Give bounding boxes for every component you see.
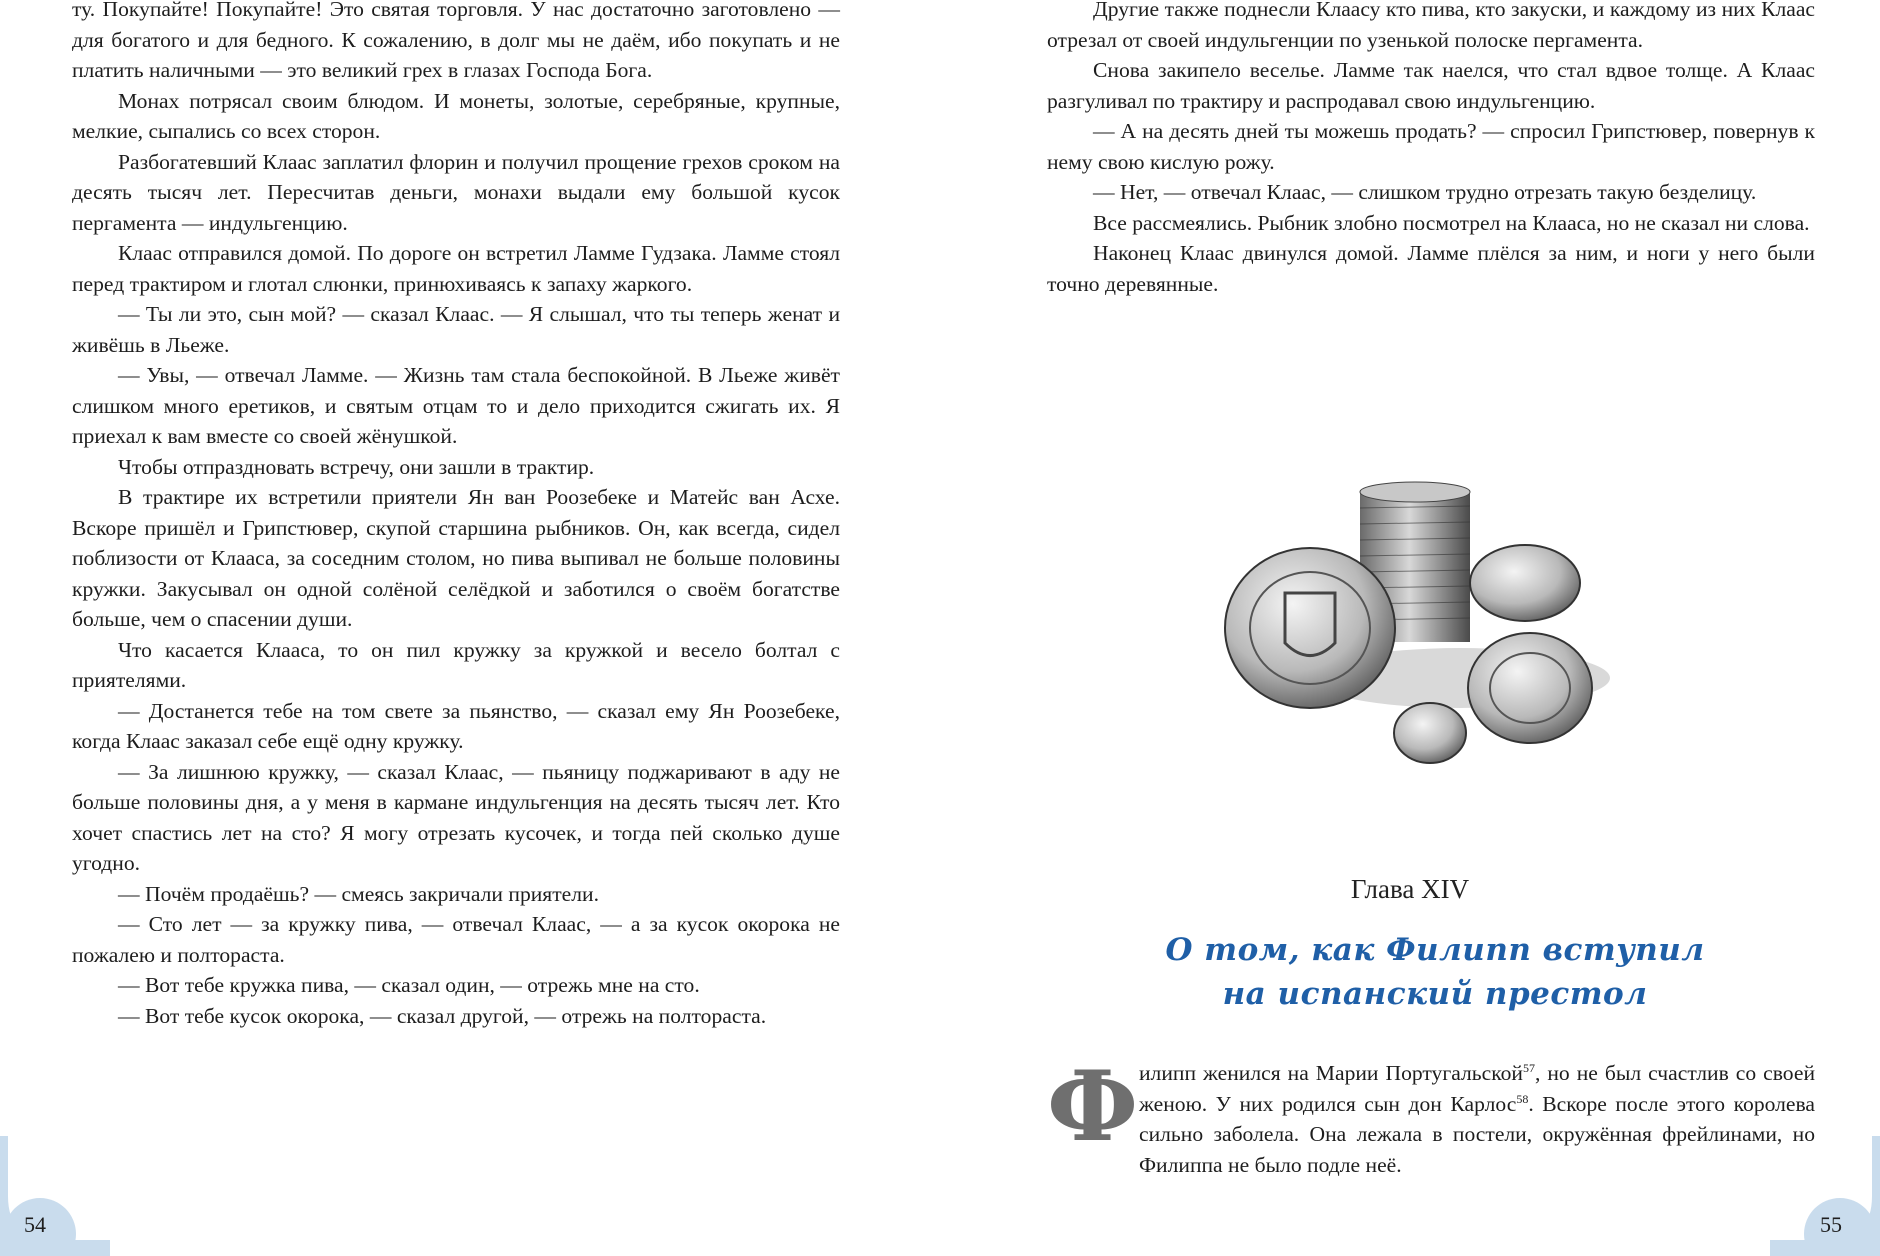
- footnote-ref[interactable]: 57: [1522, 1060, 1535, 1075]
- paragraph: [1047, 1050, 1816, 1180]
- paragraph: — Сто лет — за кружку пива, — отвечал Клаас, — а за кусок окорока не пожалею и полтораста.: [72, 912, 840, 967]
- page-corner-ornament: [0, 1136, 110, 1256]
- paragraph: Чтобы отпраздновать встречу, они зашли в трактир.: [118, 454, 595, 479]
- page-number: 54: [24, 1212, 46, 1237]
- paragraph: Все рассмеялись. Рыбник злобно посмотрел на Клааса, но не сказал ни слова.: [1093, 210, 1810, 235]
- drop-cap: Ф: [1047, 1050, 1139, 1163]
- left-text-column: [72, 0, 840, 1031]
- text-run: . Вскоре после этого королева сильно заболела. Она лежала в постели, окружённая фрейлинами, но Филиппа не было подле неё.: [1139, 1091, 1815, 1177]
- right-text-column: [1047, 0, 1815, 299]
- chapter-title-line: на испанский престол: [1222, 976, 1648, 1012]
- paragraph: В трактире их встретили приятели Ян ван Роозебеке и Матейс ван Асхе. Вскоре пришёл и Грипстювер, скупой старшина рыбников. Он, как всегда, сидел поблизости от Клааса, за соседним столом, но пива выпивал не больше половины кружки. Закусывал он одной солёной селёдкой и заботился о своём богатстве больше, чем о спасении души.: [72, 485, 840, 631]
- paragraph: Монах потрясал своим блюдом. И монеты, золотые, серебряные, крупные, мелкие, сыпались со всех сторон.: [72, 88, 840, 143]
- paragraph: — А на десять дней ты можешь продать? — спросил Грипстювер, повернув к нему свою кислую рожу.: [1047, 119, 1815, 174]
- paragraph: Клаас отправился домой. По дороге он встретил Ламме Гудзака. Ламме стоял перед трактиром и глотал слюнки, принюхиваясь к запаху жаркого.: [72, 241, 840, 296]
- chapter-title-line: О том, как Филипп вступил: [1165, 932, 1705, 968]
- text-run: , но не был счастлив со своей женою. У них родился сын дон Карлос: [1139, 1061, 1816, 1116]
- paragraph: Другие также поднесли Клаасу кто пива, кто закуски, и каждому из них Клаас отрезал от своей индульгенции по узенькой полоске пергамента.: [1047, 0, 1815, 52]
- coins-illustration: [1210, 468, 1640, 768]
- page-number: 55: [1820, 1212, 1842, 1237]
- paragraph: Разбогатевший Клаас заплатил флорин и получил прощение грехов сроком на десять тысяч лет. Пересчитав деньги, монахи выдали ему большой кусок пергамента — индульгенцию.: [72, 149, 840, 235]
- paragraph: — Нет, — отвечал Клаас, — слишком трудно отрезать такую безделицу.: [1093, 180, 1757, 204]
- paragraph: Наконец Клаас двинулся домой. Ламме плёлся за ним, и ноги у него были точно деревянные.: [1047, 241, 1815, 296]
- paragraph: — Достанется тебе на том свете за пьянство, — сказал ему Ян Роозебеке, когда Клаас заказал себе ещё одну кружку.: [72, 698, 840, 753]
- paragraph: — Вот тебе кусок окорока, — сказал другой, — отрежь на полтораста.: [118, 1003, 767, 1028]
- paragraph: — Почём продаёшь? — смеясь закричали приятели.: [118, 881, 599, 906]
- paragraph: Что касается Клааса, то он пил кружку за кружкой и весело болтал с приятелями.: [72, 637, 840, 692]
- chapter-title: [1090, 928, 1780, 1016]
- paragraph: — Ты ли это, сын мой? — сказал Клаас. — Я слышал, что ты теперь женат и живёшь в Льеже.: [72, 302, 840, 357]
- footnote-ref[interactable]: 58: [1516, 1091, 1529, 1106]
- right-page: [940, 0, 1880, 1256]
- paragraph: ту. Покупайте! Покупайте! Это святая торговля. У нас достаточно заготовлено — для богатого и для бедного. К сожалению, в долг мы не даём, ибо покупать и не платить наличными — это великий грех в глазах Господа Бога.: [72, 0, 840, 82]
- paragraph: — Увы, — отвечал Ламме. — Жизнь там стала беспокойной. В Льеже живёт слишком много еретиков, и святым отцам то и дело приходится сжигать их. Я приехал к вам вместе со своей жёнушкой.: [72, 363, 840, 448]
- paragraph: — Вот тебе кружка пива, — сказал один, — отрежь мне на сто.: [118, 973, 700, 997]
- text-run: илипп женился на Марии Португальской: [1139, 1061, 1523, 1085]
- chapter-number: Глава XIV: [1350, 874, 1470, 904]
- paragraph: — За лишнюю кружку, — сказал Клаас, — пьяницу поджаривают в аду не больше половины дня, а у меня в кармане индульгенция на десять тысяч лет. Кто хочет спастись лет на сто? Я могу отрезать кусочек, и тогда пей сколько душе угодно.: [72, 759, 840, 875]
- page-corner-ornament: [1770, 1136, 1880, 1256]
- paragraph: Снова закипело веселье. Ламме так наелся, что стал вдвое толще. А Клаас разгуливал по трактиру и распродавал свою индульгенцию.: [1047, 58, 1815, 113]
- chapter-body: [1047, 1050, 1816, 1180]
